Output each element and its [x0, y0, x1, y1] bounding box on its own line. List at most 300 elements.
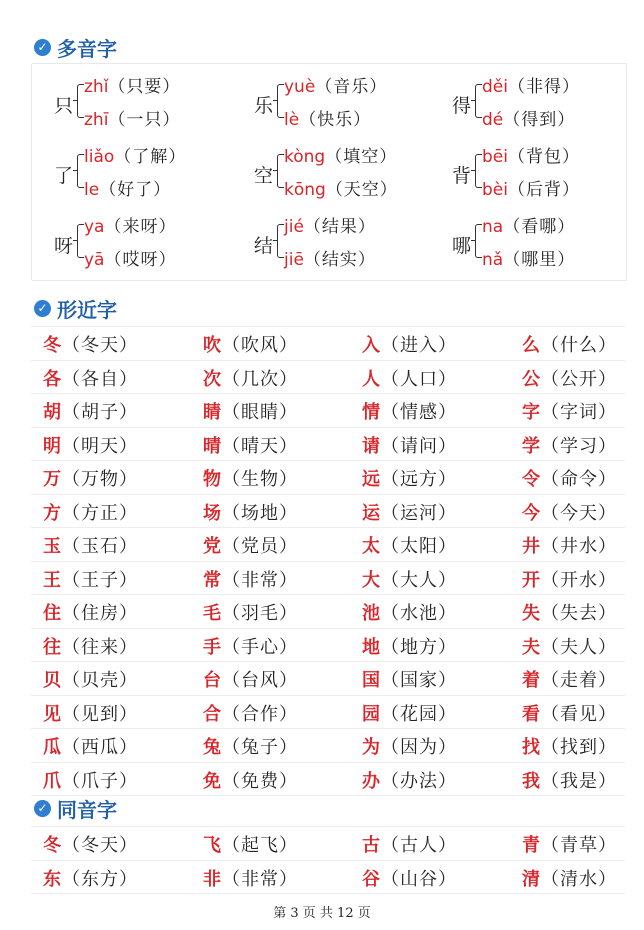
- target-char: 运: [362, 502, 381, 524]
- char-cell: [43, 831, 138, 857]
- example-word: （因为）: [381, 737, 457, 758]
- example-word: （几次）: [222, 368, 298, 390]
- polyphone-entry: [452, 72, 632, 134]
- target-char: 王: [43, 569, 62, 591]
- target-char: 字: [522, 402, 541, 423]
- example-word: （看见）: [541, 703, 617, 725]
- char-cell: [522, 331, 617, 357]
- target-char: 谷: [362, 868, 381, 890]
- homophone-chars-table: [31, 826, 625, 894]
- target-char: 大: [362, 569, 381, 591]
- char-cell: [522, 599, 617, 625]
- section-title-polyphone: [34, 33, 117, 62]
- target-char: 飞: [203, 835, 222, 856]
- char-cell: [43, 733, 138, 759]
- section-title-homophone: [34, 794, 117, 823]
- char-cell: [43, 700, 138, 726]
- pinyin: jiē: [284, 250, 304, 270]
- target-char: 物: [203, 469, 222, 490]
- example-word: （大人）: [381, 569, 457, 591]
- target-char: 今: [522, 502, 541, 524]
- char-cell: [362, 733, 457, 759]
- example-word: （合作）: [222, 703, 298, 725]
- reading-line: [284, 175, 398, 200]
- pinyin: lè: [284, 110, 300, 130]
- target-char: 人: [362, 368, 381, 390]
- pinyin: bēi: [482, 147, 508, 167]
- char-cell: [362, 831, 457, 857]
- target-char: 情: [362, 402, 381, 423]
- table-row: [31, 827, 625, 861]
- target-char: 古: [362, 835, 381, 856]
- char-cell: [522, 566, 617, 592]
- char-cell: [362, 365, 457, 391]
- example-word: （人口）: [381, 368, 457, 390]
- char-cell: [43, 465, 138, 491]
- char-cell: [362, 566, 457, 592]
- target-char: 非: [203, 868, 222, 890]
- reading-line: [84, 175, 171, 200]
- pinyin: dé: [482, 110, 504, 130]
- polyphone-box: [31, 63, 627, 281]
- example-word: （音乐）: [315, 77, 388, 97]
- example-word: （地方）: [381, 636, 457, 658]
- target-char: 夫: [522, 636, 541, 658]
- char-cell: [203, 767, 298, 793]
- example-word: （失去）: [541, 603, 617, 624]
- reading-line: [482, 245, 575, 270]
- section-title-text: 形近字: [57, 298, 117, 322]
- polyphone-char: 哪: [452, 235, 472, 257]
- char-cell: [43, 331, 138, 357]
- polyphone-entry: [254, 72, 434, 134]
- target-char: 往: [43, 636, 62, 658]
- char-cell: [43, 499, 138, 525]
- pinyin: le: [84, 180, 100, 200]
- example-word: （结果）: [303, 217, 376, 237]
- char-cell: [203, 666, 298, 692]
- pinyin: bèi: [482, 180, 508, 200]
- char-cell: [203, 700, 298, 726]
- example-word: （冬天）: [62, 835, 138, 856]
- polyphone-entry: [54, 142, 234, 204]
- example-word: （快乐）: [299, 110, 372, 130]
- target-char: 贝: [43, 670, 62, 691]
- target-char: 明: [43, 435, 62, 457]
- brace-mark: [277, 154, 284, 188]
- target-char: 么: [522, 335, 541, 356]
- pinyin: nǎ: [482, 250, 504, 270]
- char-cell: [43, 566, 138, 592]
- reading-line: [482, 105, 575, 130]
- pinyin: kōng: [284, 180, 326, 200]
- polyphone-char: 空: [254, 165, 274, 187]
- target-char: 远: [362, 469, 381, 490]
- example-word: （晴天）: [222, 435, 298, 457]
- char-cell: [362, 465, 457, 491]
- reading-line: [284, 105, 371, 130]
- target-char: 园: [362, 703, 381, 725]
- char-cell: [522, 365, 617, 391]
- char-cell: [203, 566, 298, 592]
- char-cell: [362, 398, 457, 424]
- example-word: （花园）: [381, 703, 457, 725]
- example-word: （往来）: [62, 636, 138, 658]
- reading-line: [284, 245, 376, 270]
- page-footer: 第 3 页 共 12 页: [273, 906, 371, 921]
- table-row: [31, 696, 625, 730]
- target-char: 次: [203, 368, 222, 390]
- char-cell: [362, 331, 457, 357]
- example-word: （兔子）: [222, 737, 298, 758]
- target-char: 台: [203, 670, 222, 691]
- target-char: 毛: [203, 603, 222, 624]
- target-char: 我: [522, 770, 541, 792]
- example-word: （非得）: [507, 77, 580, 97]
- target-char: 东: [43, 868, 62, 890]
- pinyin: ya: [84, 217, 105, 237]
- target-char: 冬: [43, 835, 62, 856]
- target-char: 免: [203, 770, 222, 792]
- char-cell: [43, 599, 138, 625]
- example-word: （公开）: [541, 368, 617, 390]
- polyphone-char: 得: [452, 95, 472, 117]
- char-cell: [362, 499, 457, 525]
- target-char: 党: [203, 536, 222, 557]
- example-word: （井水）: [541, 536, 617, 557]
- char-cell: [43, 666, 138, 692]
- char-cell: [522, 499, 617, 525]
- table-row: [31, 528, 625, 562]
- char-cell: [203, 633, 298, 659]
- pinyin: jié: [284, 217, 304, 237]
- example-word: （生物）: [222, 469, 298, 490]
- table-row: [31, 327, 625, 361]
- char-cell: [362, 700, 457, 726]
- char-cell: [522, 733, 617, 759]
- example-word: （眼睛）: [222, 402, 298, 423]
- char-cell: [43, 532, 138, 558]
- example-word: （走着）: [541, 670, 617, 691]
- example-word: （后背）: [507, 180, 580, 200]
- char-cell: [203, 599, 298, 625]
- example-word: （山谷）: [381, 868, 457, 890]
- example-word: （情感）: [381, 402, 457, 423]
- table-row: [31, 595, 625, 629]
- polyphone-entry: [452, 142, 632, 204]
- char-cell: [522, 532, 617, 558]
- reading-line: [482, 142, 580, 167]
- char-cell: [203, 365, 298, 391]
- target-char: 常: [203, 569, 222, 591]
- char-cell: [522, 700, 617, 726]
- pinyin: na: [482, 217, 504, 237]
- section-title-similar: [34, 294, 117, 323]
- brace-mark: [277, 84, 284, 118]
- char-cell: [203, 733, 298, 759]
- example-word: （找到）: [541, 737, 617, 758]
- polyphone-char: 只: [54, 95, 74, 117]
- target-char: 池: [362, 603, 381, 624]
- example-word: （方正）: [62, 502, 138, 524]
- example-word: （古人）: [381, 835, 457, 856]
- example-word: （夫人）: [541, 636, 617, 658]
- polyphone-entry: [54, 212, 234, 274]
- target-char: 瓜: [43, 737, 62, 758]
- example-word: （西瓜）: [62, 737, 138, 758]
- example-word: （党员）: [222, 536, 298, 557]
- pinyin: kòng: [284, 147, 326, 167]
- example-word: （我是）: [541, 770, 617, 792]
- char-cell: [203, 398, 298, 424]
- polyphone-entry: [54, 72, 234, 134]
- example-word: （运河）: [381, 502, 457, 524]
- example-word: （一只）: [108, 110, 181, 130]
- target-char: 公: [522, 368, 541, 390]
- char-cell: [362, 599, 457, 625]
- example-word: （字词）: [541, 402, 617, 423]
- pinyin: yā: [84, 250, 105, 270]
- char-cell: [43, 432, 138, 458]
- example-word: （场地）: [222, 502, 298, 524]
- section-title-text: 多音字: [57, 37, 117, 61]
- example-word: （今天）: [541, 502, 617, 524]
- target-char: 青: [522, 835, 541, 856]
- target-char: 方: [43, 502, 62, 524]
- target-char: 太: [362, 536, 381, 557]
- example-word: （水池）: [381, 603, 457, 624]
- example-word: （开水）: [541, 569, 617, 591]
- example-word: （胡子）: [62, 402, 138, 423]
- polyphone-entry: [254, 142, 434, 204]
- example-word: （吹风）: [222, 335, 298, 356]
- example-word: （王子）: [62, 569, 138, 591]
- brace-mark: [77, 84, 84, 118]
- example-word: （来呀）: [104, 217, 177, 237]
- example-word: （哎呀）: [104, 250, 177, 270]
- example-word: （背包）: [507, 147, 580, 167]
- target-char: 住: [43, 603, 62, 624]
- char-cell: [522, 865, 617, 891]
- reading-line: [84, 212, 176, 237]
- example-word: （办法）: [381, 770, 457, 792]
- reading-line: [482, 72, 580, 97]
- target-char: 爪: [43, 770, 62, 792]
- example-word: （见到）: [62, 703, 138, 725]
- reading-line: [284, 142, 397, 167]
- pinyin: zhī: [84, 110, 109, 130]
- target-char: 万: [43, 469, 62, 490]
- table-row: [31, 729, 625, 763]
- example-word: （台风）: [222, 670, 298, 691]
- brace-mark: [475, 84, 482, 118]
- reading-line: [84, 142, 186, 167]
- example-word: （非常）: [222, 569, 298, 591]
- brace-mark: [475, 154, 482, 188]
- example-word: （看哪）: [503, 217, 576, 237]
- target-char: 开: [522, 569, 541, 591]
- example-word: （非常）: [222, 868, 298, 890]
- example-word: （住房）: [62, 603, 138, 624]
- reading-line: [84, 105, 180, 130]
- example-word: （东方）: [62, 868, 138, 890]
- char-cell: [522, 398, 617, 424]
- example-word: （青草）: [541, 835, 617, 856]
- target-char: 令: [522, 469, 541, 490]
- target-char: 看: [522, 703, 541, 725]
- table-row: [31, 629, 625, 663]
- example-word: （玉石）: [62, 536, 138, 557]
- reading-line: [284, 72, 387, 97]
- example-word: （结实）: [303, 250, 376, 270]
- target-char: 入: [362, 335, 381, 356]
- polyphone-char: 乐: [254, 95, 274, 117]
- table-row: [31, 861, 625, 895]
- char-cell: [203, 331, 298, 357]
- table-row: [31, 763, 625, 797]
- target-char: 井: [522, 536, 541, 557]
- table-row: [31, 361, 625, 395]
- char-cell: [522, 767, 617, 793]
- example-word: （手心）: [222, 636, 298, 658]
- char-cell: [522, 666, 617, 692]
- reading-line: [482, 212, 575, 237]
- pinyin: děi: [482, 77, 508, 97]
- char-cell: [362, 767, 457, 793]
- char-cell: [43, 865, 138, 891]
- brace-mark: [77, 224, 84, 258]
- example-word: （起飞）: [222, 835, 298, 856]
- example-word: （哪里）: [503, 250, 576, 270]
- target-char: 地: [362, 636, 381, 658]
- char-cell: [203, 532, 298, 558]
- example-word: （进入）: [381, 335, 457, 356]
- pinyin: liǎo: [84, 147, 115, 167]
- target-char: 着: [522, 670, 541, 691]
- check-circle-icon: ✓: [34, 800, 51, 817]
- example-word: （冬天）: [62, 335, 138, 356]
- target-char: 冬: [43, 335, 62, 356]
- char-cell: [362, 666, 457, 692]
- char-cell: [362, 633, 457, 659]
- section-title-text: 同音字: [57, 798, 117, 822]
- target-char: 办: [362, 770, 381, 792]
- reading-line: [84, 72, 180, 97]
- table-row: [31, 394, 625, 428]
- table-row: [31, 662, 625, 696]
- char-cell: [43, 398, 138, 424]
- target-char: 玉: [43, 536, 62, 557]
- example-word: （羽毛）: [222, 603, 298, 624]
- reading-line: [284, 212, 376, 237]
- char-cell: [203, 432, 298, 458]
- check-circle-icon: ✓: [34, 39, 51, 56]
- target-char: 找: [522, 737, 541, 758]
- example-word: （好了）: [99, 180, 172, 200]
- char-cell: [203, 831, 298, 857]
- brace-mark: [277, 224, 284, 258]
- pinyin: yuè: [284, 77, 316, 97]
- polyphone-char: 了: [54, 165, 74, 187]
- example-word: （免费）: [222, 770, 298, 792]
- target-char: 清: [522, 868, 541, 890]
- target-char: 吹: [203, 335, 222, 356]
- target-char: 晴: [203, 435, 222, 457]
- target-char: 各: [43, 368, 62, 390]
- example-word: （明天）: [62, 435, 138, 457]
- example-word: （国家）: [381, 670, 457, 691]
- target-char: 见: [43, 703, 62, 725]
- check-circle-icon: ✓: [34, 300, 51, 317]
- char-cell: [43, 633, 138, 659]
- target-char: 学: [522, 435, 541, 457]
- char-cell: [522, 465, 617, 491]
- target-char: 手: [203, 636, 222, 658]
- target-char: 合: [203, 703, 222, 725]
- example-word: （学习）: [541, 435, 617, 457]
- example-word: （贝壳）: [62, 670, 138, 691]
- example-word: （爪子）: [62, 770, 138, 792]
- example-word: （只要）: [108, 77, 181, 97]
- polyphone-char: 背: [452, 165, 472, 187]
- char-cell: [203, 499, 298, 525]
- target-char: 睛: [203, 402, 222, 423]
- example-word: （各自）: [62, 368, 138, 390]
- example-word: （命令）: [541, 469, 617, 490]
- polyphone-entry: [452, 212, 632, 274]
- pinyin: zhǐ: [84, 77, 109, 97]
- target-char: 场: [203, 502, 222, 524]
- example-word: （远方）: [381, 469, 457, 490]
- target-char: 国: [362, 670, 381, 691]
- reading-line: [482, 175, 580, 200]
- example-word: （填空）: [325, 147, 398, 167]
- table-row: [31, 562, 625, 596]
- target-char: 兔: [203, 737, 222, 758]
- example-word: （得到）: [503, 110, 576, 130]
- brace-mark: [77, 154, 84, 188]
- char-cell: [43, 767, 138, 793]
- table-row: [31, 428, 625, 462]
- table-row: [31, 495, 625, 529]
- example-word: （什么）: [541, 335, 617, 356]
- char-cell: [522, 633, 617, 659]
- target-char: 请: [362, 435, 381, 457]
- example-word: （天空）: [325, 180, 398, 200]
- polyphone-entry: [254, 212, 434, 274]
- char-cell: [362, 532, 457, 558]
- char-cell: [362, 432, 457, 458]
- example-word: （请问）: [381, 435, 457, 457]
- similar-chars-table: [31, 326, 625, 796]
- reading-line: [84, 245, 176, 270]
- polyphone-char: 呀: [54, 235, 74, 257]
- char-cell: [203, 865, 298, 891]
- char-cell: [203, 465, 298, 491]
- polyphone-char: 结: [254, 235, 274, 257]
- char-cell: [522, 831, 617, 857]
- brace-mark: [475, 224, 482, 258]
- example-word: （清水）: [541, 868, 617, 890]
- target-char: 失: [522, 603, 541, 624]
- example-word: （了解）: [114, 147, 187, 167]
- table-row: [31, 461, 625, 495]
- target-char: 为: [362, 737, 381, 758]
- target-char: 胡: [43, 402, 62, 423]
- example-word: （万物）: [62, 469, 138, 490]
- char-cell: [522, 432, 617, 458]
- char-cell: [362, 865, 457, 891]
